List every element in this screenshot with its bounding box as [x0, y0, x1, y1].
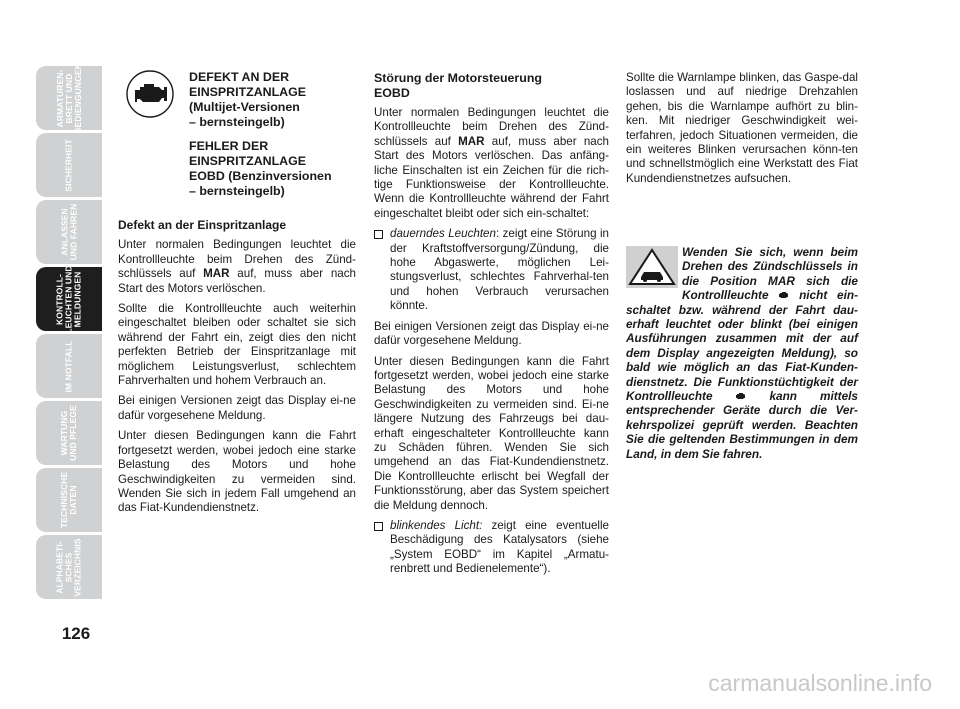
icon-float-spacer: [626, 245, 682, 289]
tab-technische-daten[interactable]: TECHNISCHE DATEN: [36, 468, 102, 532]
watermark: carmanualsonline.info: [708, 670, 932, 696]
heading1-line: DEFEKT AN DER: [189, 70, 290, 84]
tab-im-notfall[interactable]: IM NOTFALL: [36, 334, 102, 398]
heading2-line: – bernsteingelb): [189, 184, 285, 198]
chapter-tabs: [36, 62, 114, 602]
col1-body: [118, 218, 356, 522]
tab-sicherheit[interactable]: SICHERHEIT: [36, 133, 102, 197]
page-number: 126: [61, 624, 91, 643]
col3-body: [626, 71, 858, 192]
heading1-line: EINSPRITZANLAGE: [189, 85, 307, 99]
heading2-line: EINSPRITZANLAGE: [189, 154, 307, 168]
col2-paragraph-1: Unter normalen Bedingungen leuchtet die Kontrollleuchte beim Drehen des Zünd-schlüssels auf MAR auf, muss aber nach Start des Motors verlöschen. Das anfäng-liche Einschalten ist ein Zeichen für die rich-tige Funktionsweise der Kontrollleuchte. Wenn die Kontrollleuchte während der Fahrt eingeschaltet bleibt oder sich ein-schaltet:: [374, 106, 609, 220]
col2-paragraph-2: Bei einigen Versionen zeigt das Display ei-ne dafür vorgesehene Meldung.: [374, 319, 609, 348]
heading1-line: – bernsteingelb): [189, 115, 285, 129]
engine-inline-icon: [778, 290, 789, 300]
checkbox-bullet-icon: [374, 230, 383, 239]
col2-heading: EOBD: [374, 86, 410, 100]
tab-verzeichnis[interactable]: ALPHABETI- SCHES VERZEICHNIS: [36, 535, 102, 599]
warning-note: Wenden Sie sich, wenn beim Drehen des Zündschlüssels in die Position MAR sich die Kontrollleuchte nicht ein-schaltet bzw. während der Fahrt dau-erhaft leuchtet oder blinkt (bei einigen Ausführungen zusammen mit der auf dem Display angezeigten Meldung), so bald wie möglich an das Fiat-Kunden-dienstnetz. Die Funktionstüchtigkeit der Kontrollleuchte kann mittels entsprechender Geräte durch die Ver-kehrspolizei geprüft werden. Beachten Sie die geltenden Bestimmungen in dem Land, in dem Sie fahren.: [626, 245, 858, 461]
heading1-line: (Multijet-Versionen: [189, 100, 300, 114]
col2-body: [374, 71, 609, 583]
heading2-line: EOBD (Benzinversionen: [189, 169, 332, 183]
col3-paragraph-1: Sollte die Warnlampe blinken, das Gaspe-dal loslassen und auf niedrige Drehzahlen gehen, bis die Warnlampe aufhört zu blin-ken. Mit niedriger Geschwindigkeit wei-terfahren, jedoch Situationen vermeiden, die ein weiteres Blinken verursachen könn-ten und schnellstmöglich eine Werkstatt des Fiat Kundendienstnetzes aufsuchen.: [626, 71, 858, 185]
col1-paragraph-1: Unter normalen Bedingungen leuchtet die Kontrollleuchte beim Drehen des Zünd-schlüssels auf MAR auf, muss aber nach Start des Motors verlöschen.: [118, 238, 356, 295]
col1-headings: [189, 70, 354, 199]
col1-paragraph-4: Unter diesen Bedingungen kann die Fahrt fortgesetzt werden, wobei jedoch eine starke Belastung des Motors und hohe Geschwindigkeiten zu vermeiden sind. Wenden Sie sich in jedem Fall umgehend an das Fiat-Kundendienstnetz.: [118, 429, 356, 515]
bullet-blinking: blinkendes Licht: zeigt eine eventuelle Beschädigung des Katalysators (siehe „System EOBD“ im Kapitel „Armatu-renbrett und Bedienelemente“).: [374, 519, 609, 577]
tab-wartung[interactable]: WARTUNG UND PFLEGE: [36, 401, 102, 465]
bullet-continuous: dauerndes Leuchten: zeigt eine Störung in der Kraftstoffversorgung/Zündung, die hohe Abgaswerte, möglichen Lei-stungsverlust, schlechtes Fahrverhal-ten und hohen Verbrauch verursachen könnte.: [374, 227, 609, 313]
engine-inline-icon: [735, 391, 746, 401]
heading2-line: FEHLER DER: [189, 139, 269, 153]
tab-anlassen[interactable]: ANLASSEN UND FAHREN: [36, 200, 102, 264]
col1-paragraph-3: Bei einigen Versionen zeigt das Display ei-ne dafür vorgesehene Meldung.: [118, 394, 356, 422]
engine-warning-icon: [124, 68, 176, 120]
tab-kontrollleuchten[interactable]: KONTROLL- LEUCHTEN UND MELDUNGEN: [36, 267, 102, 331]
tab-armaturenbrett[interactable]: ARMATUREN- BRETT UND BEDIENGUNGEN: [36, 66, 102, 130]
col1-paragraph-2: Sollte die Kontrollleuchte auch weiterhin eingeschaltet bleiben oder schaltet sie sich während der Fahrt ein, zeigt dies den nicht perfekten Betrieb der Einspritzanlage mit möglichem Leistungsverlust, schlechtem Fahrverhalten und hohem Verbrauch an.: [118, 302, 356, 388]
section-subheading: Defekt an der Einspritzanlage: [118, 218, 287, 232]
checkbox-bullet-icon: [374, 522, 383, 531]
col2-paragraph-3: Unter diesen Bedingungen kann die Fahrt fortgesetzt werden, wobei jedoch eine starke Belastung des Motors und hohe Geschwindigkeiten zu vermeiden sind. Ei-ne längere Nutzung des Fahrzeugs bei dau-erhaft eingeschalteter Kontrollleuchte kann zu Schäden führen. Wenden Sie sich umgehend an das Fiat-Kundendienstnetz. Die Kontrollleuchte erlischt bei Wegfall der Funktionsstörung, aber das System speichert die Meldung dennoch.: [374, 354, 609, 512]
col2-heading: Störung der Motorsteuerung: [374, 71, 542, 85]
